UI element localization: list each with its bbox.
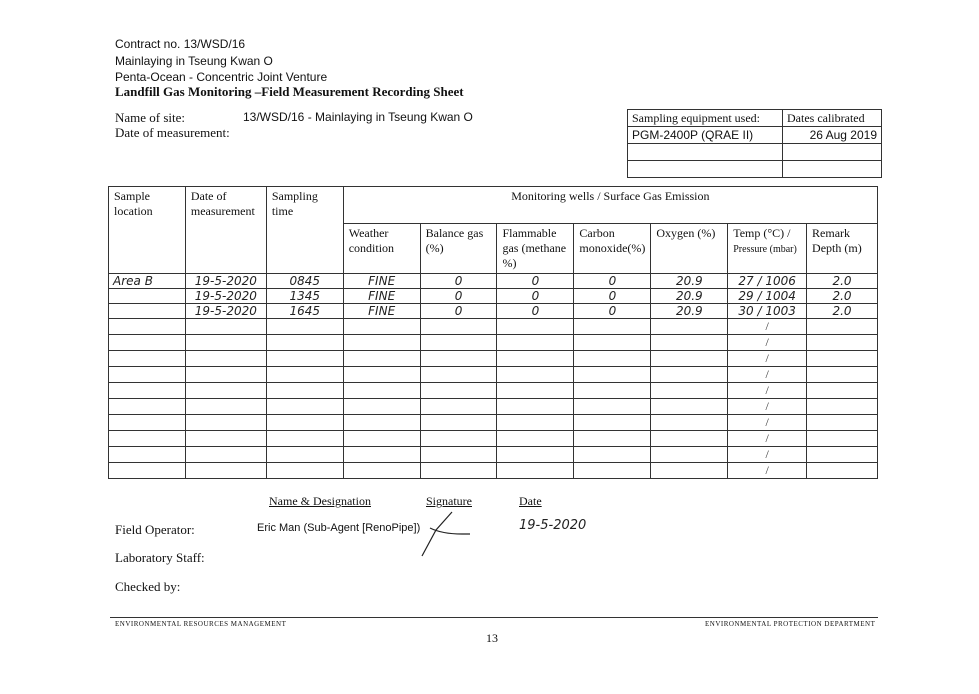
- cell-empty: [807, 335, 878, 351]
- cell-empty: [420, 383, 497, 399]
- cell-empty: [185, 367, 266, 383]
- cell-flammable: 0: [497, 289, 574, 304]
- cell-empty: [266, 367, 343, 383]
- cell-empty: [420, 463, 497, 479]
- cell-empty: [343, 351, 420, 367]
- table-row-empty: [109, 399, 878, 415]
- cell-empty: [651, 415, 728, 431]
- table-row-empty: [109, 367, 878, 383]
- table-row-empty: [109, 463, 878, 479]
- cell-empty: [807, 415, 878, 431]
- cell-empty: [266, 351, 343, 367]
- cell-empty: [651, 399, 728, 415]
- cell-oxygen: 20.9: [651, 304, 728, 319]
- table-row-empty: [109, 319, 878, 335]
- cell-empty: /: [728, 415, 807, 431]
- cell-remark: 2.0: [807, 304, 878, 319]
- header-flammable-gas: Flammable gas (methane %): [497, 224, 574, 274]
- contractor-name: Penta-Ocean - Concentric Joint Venture: [115, 70, 328, 84]
- cell-empty: [343, 431, 420, 447]
- cell-empty: [574, 351, 651, 367]
- cell-empty: [651, 383, 728, 399]
- cell-empty: [266, 319, 343, 335]
- calibration-value: 26 Aug 2019: [783, 127, 882, 144]
- cell-time: 1645: [266, 304, 343, 319]
- cell-empty: [109, 351, 186, 367]
- page-title: Landfill Gas Monitoring –Field Measurement Recording Sheet: [115, 84, 464, 99]
- equipment-table: [627, 109, 882, 178]
- cell-empty: [651, 463, 728, 479]
- cell-empty: [185, 383, 266, 399]
- cell-empty: [420, 447, 497, 463]
- footer-divider: [110, 617, 878, 618]
- table-row-empty: [109, 335, 878, 351]
- cell-empty: [651, 319, 728, 335]
- cell-empty: [185, 415, 266, 431]
- header-sample-location: Sample location: [109, 187, 186, 274]
- contract-number: Contract no. 13/WSD/16: [115, 37, 246, 51]
- cell-balance: 0: [420, 274, 497, 289]
- cell-oxygen: 20.9: [651, 274, 728, 289]
- cell-weather: FINE: [343, 304, 420, 319]
- cell-empty: [497, 367, 574, 383]
- cell-empty: [343, 383, 420, 399]
- date-of-measurement-label: Date of measurement:: [115, 125, 230, 140]
- cell-empty: [266, 383, 343, 399]
- field-operator-date: 19-5-2020: [519, 518, 587, 533]
- header-date-of-measurement: Date of measurement: [185, 187, 266, 274]
- cell-empty: [497, 415, 574, 431]
- signature-image: [412, 506, 472, 566]
- cell-empty: [574, 319, 651, 335]
- header-remark: Remark Depth (m): [807, 224, 878, 274]
- table-row: [109, 304, 878, 319]
- header-sampling-time: Sampling time: [266, 187, 343, 274]
- table-row: [109, 289, 878, 304]
- equipment-empty-cell: [783, 161, 882, 178]
- calibration-header: Dates calibrated: [783, 110, 882, 127]
- cell-empty: [343, 415, 420, 431]
- signoff-signature-header: Signature: [426, 494, 472, 508]
- cell-empty: [109, 367, 186, 383]
- cell-empty: [185, 447, 266, 463]
- cell-empty: [266, 463, 343, 479]
- cell-empty: [343, 367, 420, 383]
- cell-date: 19-5-2020: [185, 304, 266, 319]
- cell-empty: [420, 431, 497, 447]
- cell-empty: [651, 367, 728, 383]
- cell-empty: [807, 319, 878, 335]
- cell-weather: FINE: [343, 274, 420, 289]
- cell-empty: [343, 447, 420, 463]
- cell-empty: [497, 447, 574, 463]
- cell-empty: [651, 431, 728, 447]
- cell-flammable: 0: [497, 274, 574, 289]
- cell-empty: [266, 415, 343, 431]
- cell-empty: [574, 415, 651, 431]
- cell-temp-pressure: 27 / 1006: [728, 274, 807, 289]
- cell-empty: /: [728, 367, 807, 383]
- equipment-header: Sampling equipment used:: [628, 110, 783, 127]
- page-number: 13: [486, 631, 498, 645]
- table-row: [109, 274, 878, 289]
- cell-location: [109, 304, 186, 319]
- cell-empty: [266, 399, 343, 415]
- cell-empty: [420, 351, 497, 367]
- header-pressure: Pressure (mbar): [733, 244, 797, 255]
- header-oxygen: Oxygen (%): [651, 224, 728, 274]
- cell-empty: [574, 335, 651, 351]
- cell-oxygen: 20.9: [651, 289, 728, 304]
- cell-empty: /: [728, 319, 807, 335]
- cell-empty: [651, 447, 728, 463]
- cell-empty: [420, 399, 497, 415]
- cell-empty: [807, 399, 878, 415]
- cell-empty: [185, 335, 266, 351]
- cell-empty: [574, 383, 651, 399]
- cell-date: 19-5-2020: [185, 274, 266, 289]
- site-name-label: Name of site:: [115, 110, 186, 125]
- cell-empty: [109, 447, 186, 463]
- cell-empty: [109, 335, 186, 351]
- cell-empty: [266, 447, 343, 463]
- cell-empty: [807, 367, 878, 383]
- cell-time: 1345: [266, 289, 343, 304]
- header-balance-gas: Balance gas (%): [420, 224, 497, 274]
- cell-weather: FINE: [343, 289, 420, 304]
- cell-empty: [574, 367, 651, 383]
- footer-right: ENVIRONMENTAL PROTECTION DEPARTMENT: [705, 620, 876, 628]
- cell-empty: [266, 335, 343, 351]
- cell-empty: [185, 351, 266, 367]
- cell-empty: [343, 463, 420, 479]
- cell-carbon: 0: [574, 304, 651, 319]
- footer-left: ENVIRONMENTAL RESOURCES MANAGEMENT: [115, 620, 287, 628]
- cell-empty: [574, 463, 651, 479]
- table-row-empty: [109, 383, 878, 399]
- cell-empty: [109, 431, 186, 447]
- equipment-value: PGM-2400P (QRAE II): [628, 127, 783, 144]
- cell-empty: [343, 399, 420, 415]
- header-weather: Weather condition: [343, 224, 420, 274]
- cell-empty: /: [728, 335, 807, 351]
- cell-empty: [651, 351, 728, 367]
- equipment-empty-cell: [628, 161, 783, 178]
- cell-empty: [807, 447, 878, 463]
- cell-empty: [574, 431, 651, 447]
- cell-empty: [109, 383, 186, 399]
- cell-empty: [420, 335, 497, 351]
- cell-remark: 2.0: [807, 274, 878, 289]
- table-row-empty: [109, 415, 878, 431]
- cell-empty: [807, 463, 878, 479]
- cell-carbon: 0: [574, 274, 651, 289]
- cell-empty: [185, 399, 266, 415]
- cell-empty: [807, 383, 878, 399]
- header-temp: Temp (°C) /: [733, 226, 791, 240]
- table-row-empty: [109, 431, 878, 447]
- checked-by-label: Checked by:: [115, 579, 181, 594]
- equipment-empty-cell: [783, 144, 882, 161]
- cell-empty: [420, 415, 497, 431]
- cell-empty: [574, 399, 651, 415]
- cell-empty: [651, 335, 728, 351]
- project-name: Mainlaying in Tseung Kwan O: [115, 54, 273, 68]
- cell-empty: /: [728, 431, 807, 447]
- cell-empty: [109, 415, 186, 431]
- cell-empty: [185, 319, 266, 335]
- cell-empty: [266, 431, 343, 447]
- cell-empty: [343, 335, 420, 351]
- cell-empty: [497, 383, 574, 399]
- signoff-name-header: Name & Designation: [269, 494, 371, 508]
- cell-remark: 2.0: [807, 289, 878, 304]
- cell-empty: [497, 463, 574, 479]
- cell-temp-pressure: 29 / 1004: [728, 289, 807, 304]
- table-row-empty: [109, 351, 878, 367]
- cell-empty: /: [728, 447, 807, 463]
- cell-balance: 0: [420, 304, 497, 319]
- header-carbon-monoxide: Carbon monoxide(%): [574, 224, 651, 274]
- cell-location: Area B: [109, 274, 186, 289]
- site-name-value: 13/WSD/16 - Mainlaying in Tseung Kwan O: [243, 110, 473, 124]
- header-monitoring-group: Monitoring wells / Surface Gas Emission: [343, 187, 877, 224]
- table-row-empty: [109, 447, 878, 463]
- cell-empty: /: [728, 351, 807, 367]
- cell-empty: [807, 431, 878, 447]
- cell-time: 0845: [266, 274, 343, 289]
- cell-empty: [109, 463, 186, 479]
- cell-empty: [497, 335, 574, 351]
- field-operator-label: Field Operator:: [115, 522, 195, 537]
- cell-empty: /: [728, 463, 807, 479]
- laboratory-staff-label: Laboratory Staff:: [115, 550, 205, 565]
- equipment-empty-cell: [628, 144, 783, 161]
- cell-flammable: 0: [497, 304, 574, 319]
- cell-empty: [185, 463, 266, 479]
- cell-empty: [420, 319, 497, 335]
- cell-empty: /: [728, 383, 807, 399]
- field-operator-name: Eric Man (Sub-Agent [RenoPipe]): [257, 522, 421, 534]
- cell-empty: /: [728, 399, 807, 415]
- cell-empty: [497, 399, 574, 415]
- cell-empty: [497, 351, 574, 367]
- cell-balance: 0: [420, 289, 497, 304]
- cell-empty: [343, 319, 420, 335]
- signoff-date-header: Date: [519, 494, 542, 508]
- cell-carbon: 0: [574, 289, 651, 304]
- cell-location: [109, 289, 186, 304]
- header-temp-pressure: [728, 224, 807, 274]
- cell-empty: [574, 447, 651, 463]
- cell-empty: [109, 319, 186, 335]
- cell-empty: [185, 431, 266, 447]
- cell-temp-pressure: 30 / 1003: [728, 304, 807, 319]
- cell-date: 19-5-2020: [185, 289, 266, 304]
- cell-empty: [420, 367, 497, 383]
- measurement-table: [108, 186, 878, 479]
- cell-empty: [497, 319, 574, 335]
- cell-empty: [807, 351, 878, 367]
- cell-empty: [497, 431, 574, 447]
- cell-empty: [109, 399, 186, 415]
